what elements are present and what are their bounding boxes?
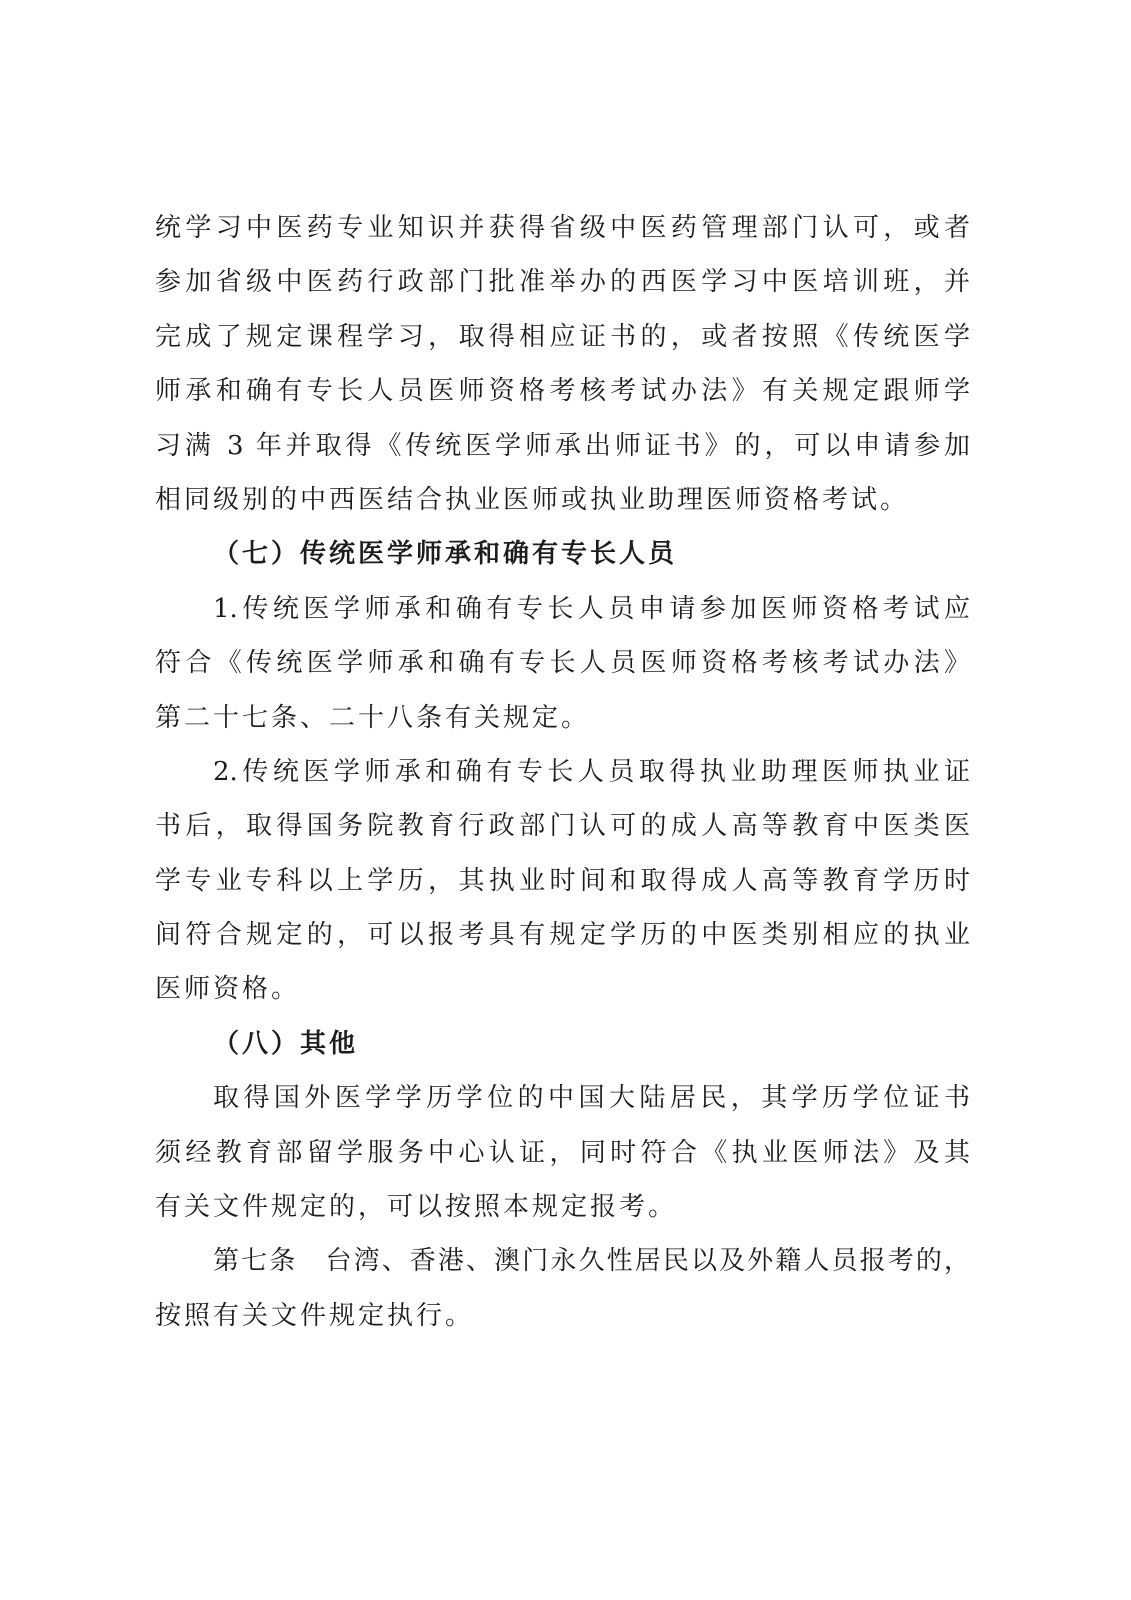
text-line: 2.传统医学师承和确有专长人员取得执业助理医师执业证 xyxy=(213,756,970,787)
document-body xyxy=(155,201,970,1343)
text-line: 第二十七条、二十八条有关规定。 xyxy=(155,702,591,733)
paragraph-continued xyxy=(155,201,970,527)
text-line: 第七条 台湾、香港、澳门永久性居民以及外籍人员报考的， xyxy=(213,1246,970,1277)
paragraph-section-8 xyxy=(155,1071,970,1234)
text-line: 按照有关文件规定执行。 xyxy=(155,1300,475,1331)
text-line: 符合《传统医学师承和确有专长人员医师资格考核考试办法》 xyxy=(155,648,970,679)
text-line: 间符合规定的，可以报考具有规定学历的中医类别相应的执业 xyxy=(155,920,970,951)
paragraph-item-7-2 xyxy=(155,745,970,1017)
text-line: 相同级别的中西医结合执业医师或执业助理医师资格考试。 xyxy=(155,484,910,515)
text-line: 书后，取得国务院教育行政部门认可的成人高等教育中医类医 xyxy=(155,811,970,842)
section-heading-8: （八）其他 xyxy=(213,1028,359,1059)
paragraph-item-7-1 xyxy=(155,582,970,745)
text-line: 须经教育部留学服务中心认证，同时符合《执业医师法》及其 xyxy=(155,1137,970,1168)
article-7 xyxy=(155,1234,970,1343)
text-line: 医师资格。 xyxy=(155,974,301,1005)
text-line: 统学习中医药专业知识并获得省级中医药管理部门认可，或者 xyxy=(155,213,970,243)
text-line: 有关文件规定的，可以按照本规定报考。 xyxy=(155,1192,678,1223)
text-line: 师承和确有专长人员医师资格考核考试办法》有关规定跟师学 xyxy=(155,376,970,407)
text-line: 参加省级中医药行政部门批准举办的西医学习中医培训班，并 xyxy=(155,267,970,298)
text-line: 学专业专科以上学历，其执业时间和取得成人高等教育学历时 xyxy=(155,865,970,896)
text-line: 习满 3 年并取得《传统医学师承出师证书》的，可以申请参加 xyxy=(155,430,970,461)
text-line: 取得国外医学学历学位的中国大陆居民，其学历学位证书 xyxy=(213,1083,970,1114)
section-heading-7: （七）传统医学师承和确有专长人员 xyxy=(213,539,678,570)
text-line: 完成了规定课程学习，取得相应证书的，或者按照《传统医学 xyxy=(155,321,970,352)
text-line: 1.传统医学师承和确有专长人员申请参加医师资格考试应 xyxy=(213,593,970,624)
